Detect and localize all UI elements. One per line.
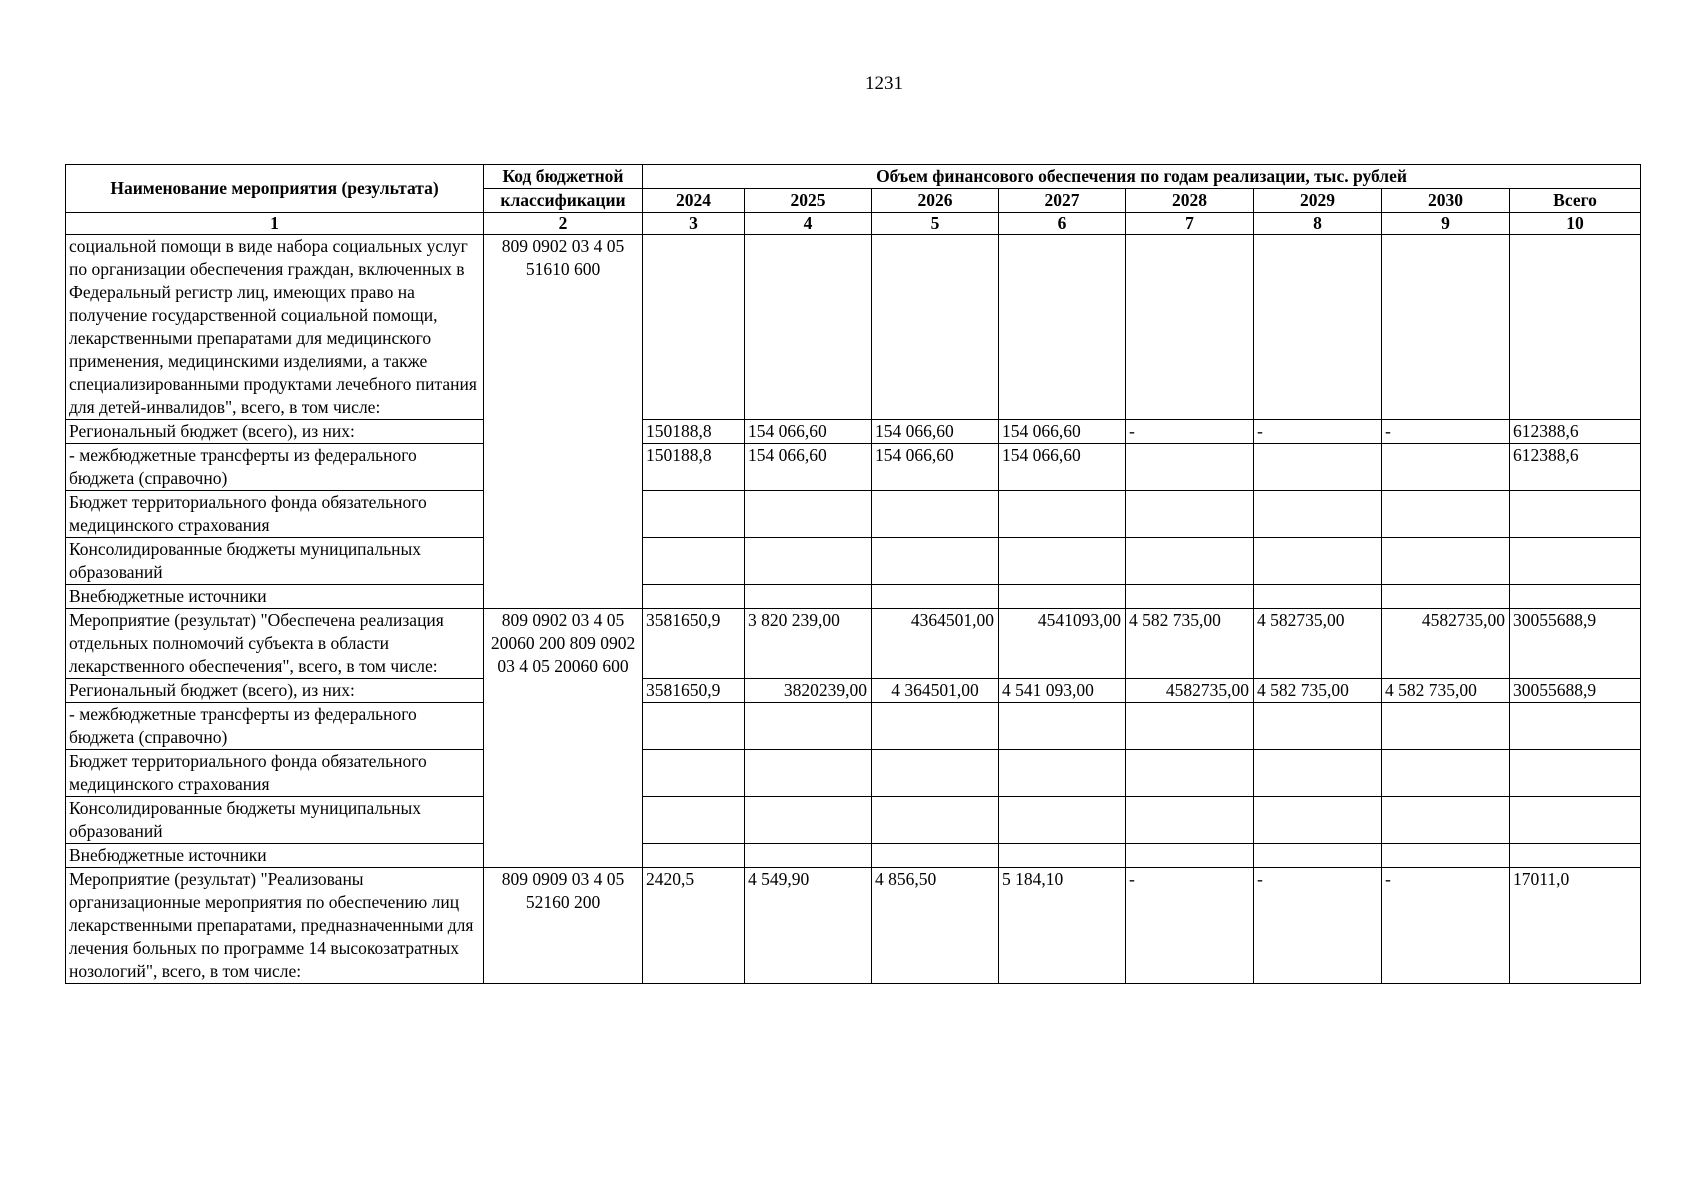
- col-header-code-2: классификации: [484, 189, 643, 213]
- value-cell: -: [1126, 868, 1254, 984]
- value-cell: 4 582 735,00: [1382, 679, 1510, 703]
- index-cell: 4: [745, 213, 872, 235]
- value-cell: 30055688,9: [1510, 609, 1641, 679]
- value-cell: 4 549,90: [745, 868, 872, 984]
- value-cell: [872, 844, 999, 868]
- value-cell: [1126, 235, 1254, 420]
- table-row: [66, 235, 1641, 420]
- financing-table: [65, 164, 1641, 984]
- value-cell: [745, 235, 872, 420]
- value-cell: [1254, 844, 1382, 868]
- row-label: - межбюджетные трансферты из федерального бюджета (справочно): [66, 703, 484, 750]
- measure-name: социальной помощи в виде набора социальных услуг по организации обеспечения граждан, включенных в Федеральный регистр лиц, имеющих право на получение государственной социальной помощи, лекарственными препаратами для медицинского применения, медицинскими изделиями, а также специализированными продуктами лечебного питания для детей-инвалидов", всего, в том числе:: [66, 235, 484, 420]
- index-cell: 5: [872, 213, 999, 235]
- value-cell: 4364501,00: [872, 609, 999, 679]
- row-label: Внебюджетные источники: [66, 585, 484, 609]
- value-cell: [745, 491, 872, 538]
- value-cell: [745, 797, 872, 844]
- value-cell: [872, 491, 999, 538]
- table-row: [66, 609, 1641, 679]
- row-label: Консолидированные бюджеты муниципальных образований: [66, 538, 484, 585]
- index-cell: 2: [484, 213, 643, 235]
- value-cell: [1382, 491, 1510, 538]
- value-cell: [1126, 444, 1254, 491]
- year-header: 2030: [1382, 189, 1510, 213]
- row-label: - межбюджетные трансферты из федерального бюджета (справочно): [66, 444, 484, 491]
- value-cell: 30055688,9: [1510, 679, 1641, 703]
- value-cell: [872, 703, 999, 750]
- value-cell: [999, 703, 1126, 750]
- value-cell: -: [1126, 420, 1254, 444]
- value-cell: [1126, 797, 1254, 844]
- table-row: [66, 750, 1641, 797]
- value-cell: [872, 538, 999, 585]
- budget-code: 809 0909 03 4 05 52160 200: [484, 868, 643, 984]
- year-header: 2029: [1254, 189, 1382, 213]
- value-cell: 4541093,00: [999, 609, 1126, 679]
- index-cell: 7: [1126, 213, 1254, 235]
- value-cell: [1126, 585, 1254, 609]
- row-label: Региональный бюджет (всего), из них:: [66, 420, 484, 444]
- value-cell: [1254, 538, 1382, 585]
- value-cell: [872, 750, 999, 797]
- year-header: 2024: [643, 189, 745, 213]
- measure-name: Мероприятие (результат) "Обеспечена реализация отдельных полномочий субъекта в области лекарственного обеспечения", всего, в том числе:: [66, 609, 484, 679]
- value-cell: 4 856,50: [872, 868, 999, 984]
- value-cell: [1254, 491, 1382, 538]
- index-cell: 6: [999, 213, 1126, 235]
- value-cell: [1126, 844, 1254, 868]
- value-cell: [1126, 491, 1254, 538]
- value-cell: 154 066,60: [872, 444, 999, 491]
- value-cell: [1254, 703, 1382, 750]
- table-row: [66, 703, 1641, 750]
- budget-code: 809 0902 03 4 05 20060 200 809 0902 03 4 05 20060 600: [484, 609, 643, 868]
- value-cell: [872, 235, 999, 420]
- value-cell: [643, 235, 745, 420]
- value-cell: -: [1254, 420, 1382, 444]
- value-cell: [1126, 538, 1254, 585]
- value-cell: 150188,8: [643, 420, 745, 444]
- value-cell: [1510, 703, 1641, 750]
- table-row: [66, 797, 1641, 844]
- value-cell: 5 184,10: [999, 868, 1126, 984]
- value-cell: [1126, 750, 1254, 797]
- value-cell: [1510, 797, 1641, 844]
- value-cell: 3820239,00: [745, 679, 872, 703]
- value-cell: [999, 797, 1126, 844]
- value-cell: 17011,0: [1510, 868, 1641, 984]
- table-row: [66, 491, 1641, 538]
- value-cell: -: [1382, 420, 1510, 444]
- value-cell: 3 820 239,00: [745, 609, 872, 679]
- row-label: Внебюджетные источники: [66, 844, 484, 868]
- table-row: [66, 679, 1641, 703]
- value-cell: [745, 750, 872, 797]
- col-header-name: Наименование мероприятия (результата): [66, 165, 484, 213]
- value-cell: -: [1254, 868, 1382, 984]
- value-cell: 154 066,60: [999, 444, 1126, 491]
- value-cell: 3581650,9: [643, 679, 745, 703]
- value-cell: [999, 538, 1126, 585]
- value-cell: 612388,6: [1510, 444, 1641, 491]
- value-cell: [1382, 538, 1510, 585]
- value-cell: [1254, 444, 1382, 491]
- row-label: Консолидированные бюджеты муниципальных образований: [66, 797, 484, 844]
- value-cell: [1382, 585, 1510, 609]
- value-cell: -: [1382, 868, 1510, 984]
- value-cell: [999, 844, 1126, 868]
- value-cell: [643, 491, 745, 538]
- value-cell: [1510, 844, 1641, 868]
- value-cell: [643, 585, 745, 609]
- value-cell: [999, 585, 1126, 609]
- value-cell: [643, 538, 745, 585]
- value-cell: [1382, 444, 1510, 491]
- value-cell: [745, 703, 872, 750]
- index-cell: 3: [643, 213, 745, 235]
- row-label: Бюджет территориального фонда обязательного медицинского страхования: [66, 491, 484, 538]
- value-cell: [1382, 235, 1510, 420]
- col-header-volume: Объем финансового обеспечения по годам реализации, тыс. рублей: [643, 165, 1641, 189]
- page-number: 1231: [865, 73, 903, 94]
- index-cell: 8: [1254, 213, 1382, 235]
- value-cell: 3581650,9: [643, 609, 745, 679]
- value-cell: [1510, 235, 1641, 420]
- value-cell: 4 582 735,00: [1254, 679, 1382, 703]
- value-cell: 154 066,60: [745, 420, 872, 444]
- value-cell: [1254, 750, 1382, 797]
- value-cell: [1510, 491, 1641, 538]
- index-row: [66, 213, 1641, 235]
- year-header: 2028: [1126, 189, 1254, 213]
- value-cell: 150188,8: [643, 444, 745, 491]
- value-cell: 4 582 735,00: [1126, 609, 1254, 679]
- value-cell: 612388,6: [1510, 420, 1641, 444]
- value-cell: [643, 703, 745, 750]
- value-cell: [872, 797, 999, 844]
- value-cell: 4582735,00: [1126, 679, 1254, 703]
- value-cell: 4 364501,00: [872, 679, 999, 703]
- value-cell: [1126, 703, 1254, 750]
- value-cell: [1382, 750, 1510, 797]
- index-cell: 10: [1510, 213, 1641, 235]
- value-cell: [1254, 585, 1382, 609]
- table-row: [66, 844, 1641, 868]
- year-header: 2025: [745, 189, 872, 213]
- value-cell: 4582735,00: [1382, 609, 1510, 679]
- table-row: [66, 420, 1641, 444]
- value-cell: [872, 585, 999, 609]
- table-row: [66, 538, 1641, 585]
- value-cell: 154 066,60: [745, 444, 872, 491]
- value-cell: [1382, 844, 1510, 868]
- value-cell: [1254, 797, 1382, 844]
- budget-code: 809 0902 03 4 05 51610 600: [484, 235, 643, 609]
- table-row: [66, 444, 1641, 491]
- index-cell: 9: [1382, 213, 1510, 235]
- row-label: Региональный бюджет (всего), из них:: [66, 679, 484, 703]
- table-row: [66, 585, 1641, 609]
- value-cell: [1510, 585, 1641, 609]
- header-row-1: [66, 165, 1641, 189]
- value-cell: [643, 797, 745, 844]
- index-cell: 1: [66, 213, 484, 235]
- table-row: [66, 868, 1641, 984]
- value-cell: 154 066,60: [999, 420, 1126, 444]
- value-cell: [1510, 750, 1641, 797]
- value-cell: 154 066,60: [872, 420, 999, 444]
- value-cell: 4 541 093,00: [999, 679, 1126, 703]
- value-cell: [999, 491, 1126, 538]
- value-cell: [745, 844, 872, 868]
- year-header: 2026: [872, 189, 999, 213]
- value-cell: [1382, 703, 1510, 750]
- value-cell: 4 582735,00: [1254, 609, 1382, 679]
- value-cell: [643, 844, 745, 868]
- value-cell: 2420,5: [643, 868, 745, 984]
- value-cell: [1254, 235, 1382, 420]
- value-cell: [745, 538, 872, 585]
- value-cell: [1510, 538, 1641, 585]
- value-cell: [745, 585, 872, 609]
- value-cell: [999, 750, 1126, 797]
- measure-name: Мероприятие (результат) "Реализованы организационные мероприятия по обеспечению лиц лекарственными препаратами, предназначенными для лечения больных по программе 14 высокозатратных нозологий", всего, в том числе:: [66, 868, 484, 984]
- value-cell: [999, 235, 1126, 420]
- total-header: Всего: [1510, 189, 1641, 213]
- col-header-code-1: Код бюджетной: [484, 165, 643, 189]
- year-header: 2027: [999, 189, 1126, 213]
- row-label: Бюджет территориального фонда обязательного медицинского страхования: [66, 750, 484, 797]
- value-cell: [1382, 797, 1510, 844]
- value-cell: [643, 750, 745, 797]
